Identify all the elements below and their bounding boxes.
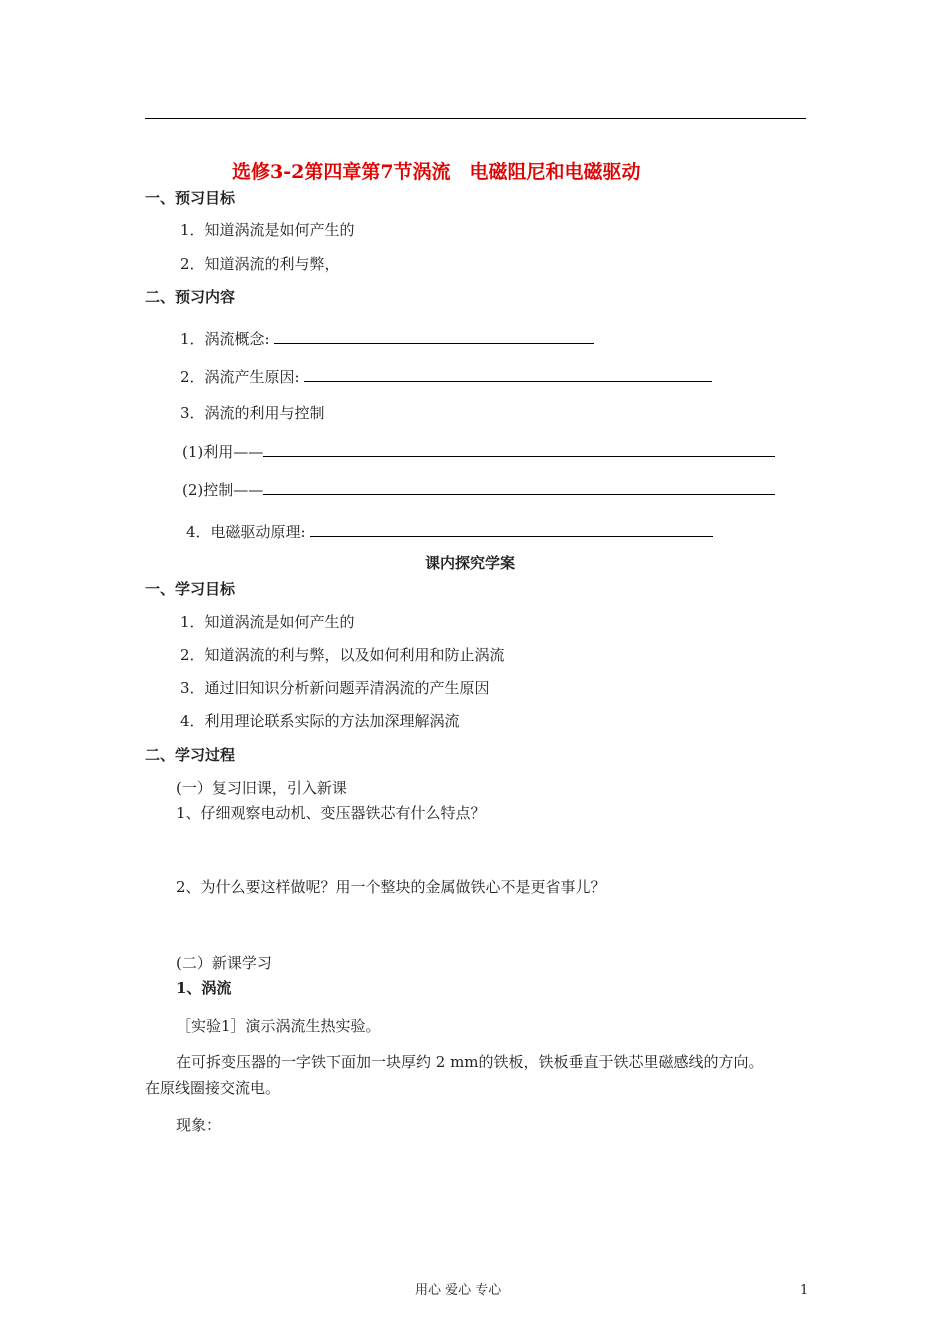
content-q2 [180,369,712,385]
process-heading: 二、学习过程 [145,746,236,764]
content-q3b-label: (2)控制—— [182,481,264,499]
preview-goal-1: 1．知道涡流是如何产生的 [180,221,355,239]
content-q3b [182,482,775,498]
part1-heading: (一）复习旧课，引入新课 [176,779,347,797]
content-q4-blank[interactable] [310,524,713,537]
content-q3a [182,444,775,460]
content-q1 [180,331,594,347]
content-q1-blank[interactable] [274,331,594,344]
experiment-description-line-1: 在可拆变压器的一字铁下面加一块厚约 2 mm的铁板，铁板垂直于铁芯里磁感线的方向。 [176,1053,764,1071]
inclass-goal-4: 4．利用理论联系实际的方法加深理解涡流 [180,712,460,730]
content-q4 [186,524,713,540]
preview-content-heading: 二、预习内容 [145,288,236,306]
document-title: 选修3-2第四章第7节涡流 电磁阻尼和电磁驱动 [232,161,641,183]
inclass-subtitle: 课内探究学案 [425,554,516,572]
inclass-goal-1: 1．知道涡流是如何产生的 [180,613,355,631]
content-q2-blank[interactable] [304,369,712,382]
preview-goal-2: 2．知道涡流的利与弊， [180,255,340,273]
phenomenon-label: 现象： [176,1116,222,1134]
content-q3: 3．涡流的利用与控制 [180,404,325,422]
part2-heading: (二）新课学习 [176,954,272,972]
inclass-goal-3: 3．通过旧知识分析新问题弄清涡流的产生原因 [180,679,490,697]
preview-goals-heading: 一、预习目标 [145,189,236,207]
experiment-label: ［实验1］演示涡流生热实验。 [176,1017,381,1035]
section-eddy-current-title: 1、涡流 [176,979,232,997]
inclass-goals-heading: 一、学习目标 [145,580,236,598]
inclass-goal-2: 2．知道涡流的利与弊，以及如何利用和防止涡流 [180,646,505,664]
content-q3a-label: (1)利用—— [182,443,264,461]
header-rule [145,118,806,119]
content-q3a-blank[interactable] [263,444,775,457]
part1-question-2: 2、为什么要这样做呢？用一个整块的金属做铁心不是更省事儿？ [176,878,606,896]
part1-question-1: 1、仔细观察电动机、变压器铁芯有什么特点？ [176,804,486,822]
footer-slogan: 用心 爱心 专心 [415,1283,502,1298]
experiment-description-line-2: 在原线圈接交流电。 [145,1079,281,1097]
page-number: 1 [800,1283,809,1298]
content-q1-label: 1．涡流概念: [180,330,270,348]
content-q3b-blank[interactable] [263,482,775,495]
content-q2-label: 2．涡流产生原因: [180,368,300,386]
content-q4-label: 4．电磁驱动原理: [186,523,306,541]
